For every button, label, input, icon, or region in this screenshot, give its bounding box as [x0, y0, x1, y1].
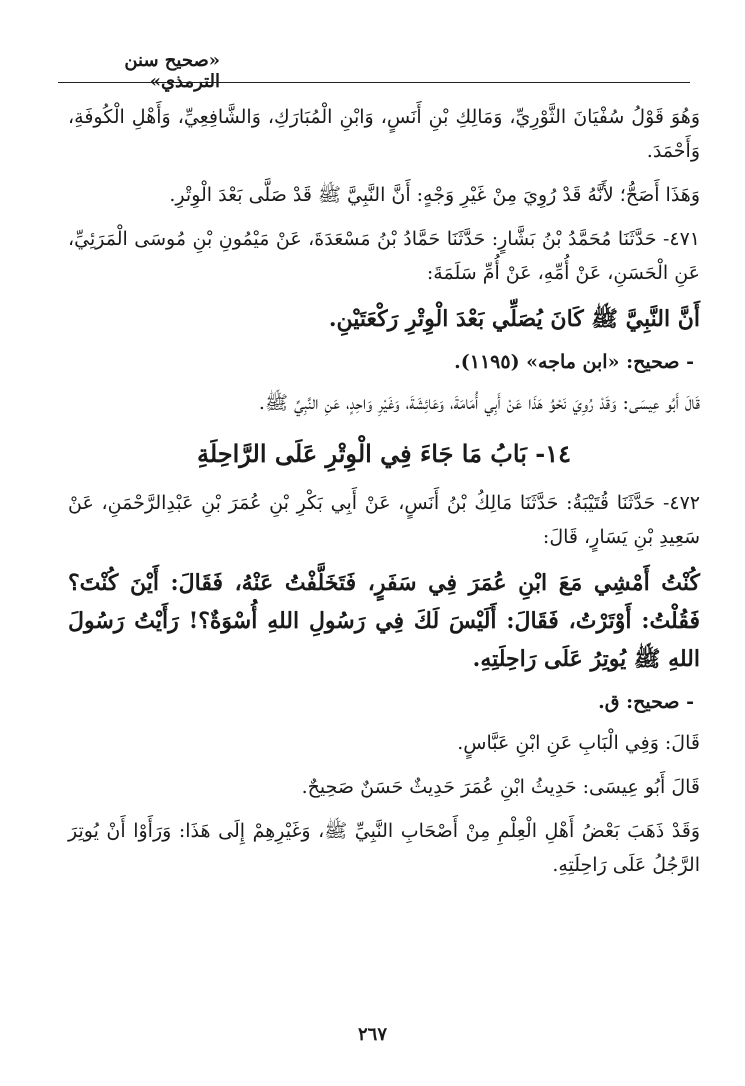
paragraph-scholars-opinion: وَهُوَ قَوْلُ سُفْيَانَ الثَّوْرِيِّ، وَمَالِكِ بْنِ أَنَسٍ، وَابْنِ الْمُبَارَكِ، وَالشَّافِعِيِّ، وَأَهْلِ الْكُوفَةِ، وَأَحْمَدَ. [68, 106, 700, 162]
hadith-472-grade: - صحيح: ق. [598, 691, 694, 713]
hadith-471-isnad: ٤٧١- حَدَّثَنَا مُحَمَّدُ بْنُ بَشَّارٍ: حَدَّثَنَا حَمَّادُ بْنُ مَسْعَدَةَ، عَنْ مَيْمُونِ بْنِ مُوسَى الْمَرَئِيِّ، عَنِ الْحَسَنِ، عَنْ أُمِّهِ، عَنْ أُمِّ سَلَمَةَ: [68, 228, 700, 284]
hadith-471-grade: - صحيح: «ابن ماجه» (١١٩٥). [454, 351, 694, 373]
chapter-heading: ١٤- بَابُ مَا جَاءَ فِي الْوِتْرِ عَلَى الرَّاحِلَةِ [196, 439, 571, 468]
paragraph-scholars-view: وَقَدْ ذَهَبَ بَعْضُ أَهْلِ الْعِلْمِ مِنْ أَصْحَابِ النَّبِيِّ ﷺ، وَغَيْرِهِمْ إِلَى هَذَا: وَرَأَوْا أَنْ يُوتِرَ الرَّجُلُ عَلَى رَاحِلَتِهِ. [68, 820, 700, 876]
hadith-471-matn: أَنَّ النَّبِيَّ ﷺ كَانَ يُصَلِّي بَعْدَ الْوِتْرِ رَكْعَتَيْنِ. [328, 306, 700, 332]
paragraph-more-correct: وَهَذَا أَصَحُّ؛ لأَنَّهُ قَدْ رُوِيَ مِنْ غَيْرِ وَجْهٍ: أَنَّ النَّبِيَّ ﷺ قَدْ صَلَّى بَعْدَ الْوِتْرِ. [169, 184, 700, 206]
page-number: ٢٦٧ [357, 1024, 387, 1045]
hadith-472-matn: كُنْتُ أَمْشِي مَعَ ابْنِ عُمَرَ فِي سَفَرٍ، فَتَخَلَّفْتُ عَنْهُ، فَقَالَ: أَيْنَ كُنْتَ؟ فَقُلْتُ: أَوْتَرْتُ، فَقَالَ: أَلَيْسَ لَكَ فِي رَسُولِ اللهِ أُسْوَةٌ؟! رَأَيْتُ رَسُولَ اللهِ ﷺ يُوتِرُ عَلَى رَاحِلَتِهِ. [68, 570, 700, 672]
paragraph-abu-isa-comment-2: قَالَ أَبُو عِيسَى: حَدِيثُ ابْنِ عُمَرَ حَدِيثٌ حَسَنٌ صَحِيحٌ. [301, 776, 700, 798]
paragraph-in-chapter: قَالَ: وَفِي الْبَابِ عَنِ ابْنِ عَبَّاسٍ. [457, 732, 700, 754]
header-rule [58, 82, 690, 83]
running-header-book-title: «صحيح سنن الترمذي» [124, 50, 220, 92]
hadith-472-isnad: ٤٧٢- حَدَّثَنَا قُتَيْبَةُ: حَدَّثَنَا مَالِكُ بْنُ أَنَسٍ، عَنْ أَبِي بَكْرِ بْنِ عُمَرَ بْنِ عَبْدِالرَّحْمَنِ، عَنْ سَعِيدِ بْنِ يَسَارٍ، قَالَ: [68, 492, 700, 548]
page-body [68, 100, 700, 892]
paragraph-abu-isa-comment-1: قَالَ أَبُو عِيسَى: وَقَدْ رُوِيَ نَحْوُ هَذَا عَنْ أَبِي أُمَامَةَ، وَعَائِشَةَ، وَغَيْرِ وَاحِدٍ، عَنِ النَّبِيِّ ﷺ. [258, 392, 700, 414]
